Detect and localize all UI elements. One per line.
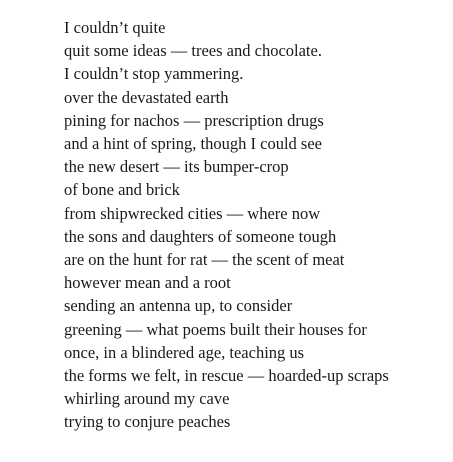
poem-line-15: once, in a blindered age, teaching us — [64, 342, 305, 362]
poem-line-10: the sons and daughters of someone tough — [64, 226, 337, 246]
poem-line-8: of bone and brick — [64, 180, 180, 200]
poem-line-16: the forms we felt, in rescue — hoarded-up scraps — [64, 366, 389, 386]
poem-line-9: from shipwrecked cities — where now — [64, 203, 321, 223]
poem-line-12: however mean and a root — [64, 273, 231, 293]
poem-line-1: I couldn’t quite — [64, 18, 166, 37]
poem-line-18: trying to conjure peaches — [64, 412, 231, 432]
poem-line-2: quit some ideas — trees and chocolate. — [64, 41, 322, 61]
poem-text — [64, 16, 389, 434]
poem-line-5: pining for nachos — prescription drugs — [64, 110, 324, 130]
poem-line-13: sending an antenna up, to consider — [64, 296, 293, 316]
poem-line-7: the new desert — its bumper-crop — [64, 157, 289, 177]
poem-line-4: over the devastated earth — [64, 87, 229, 107]
poem-line-17: whirling around my cave — [64, 389, 230, 409]
poem-line-14: greening — what poems built their houses for — [64, 319, 367, 339]
poem-line-11: are on the hunt for rat — the scent of meat — [64, 250, 345, 270]
poem-line-6: and a hint of spring, though I could see — [64, 134, 322, 154]
poem-line-3: I couldn’t stop yammering. — [64, 64, 244, 84]
